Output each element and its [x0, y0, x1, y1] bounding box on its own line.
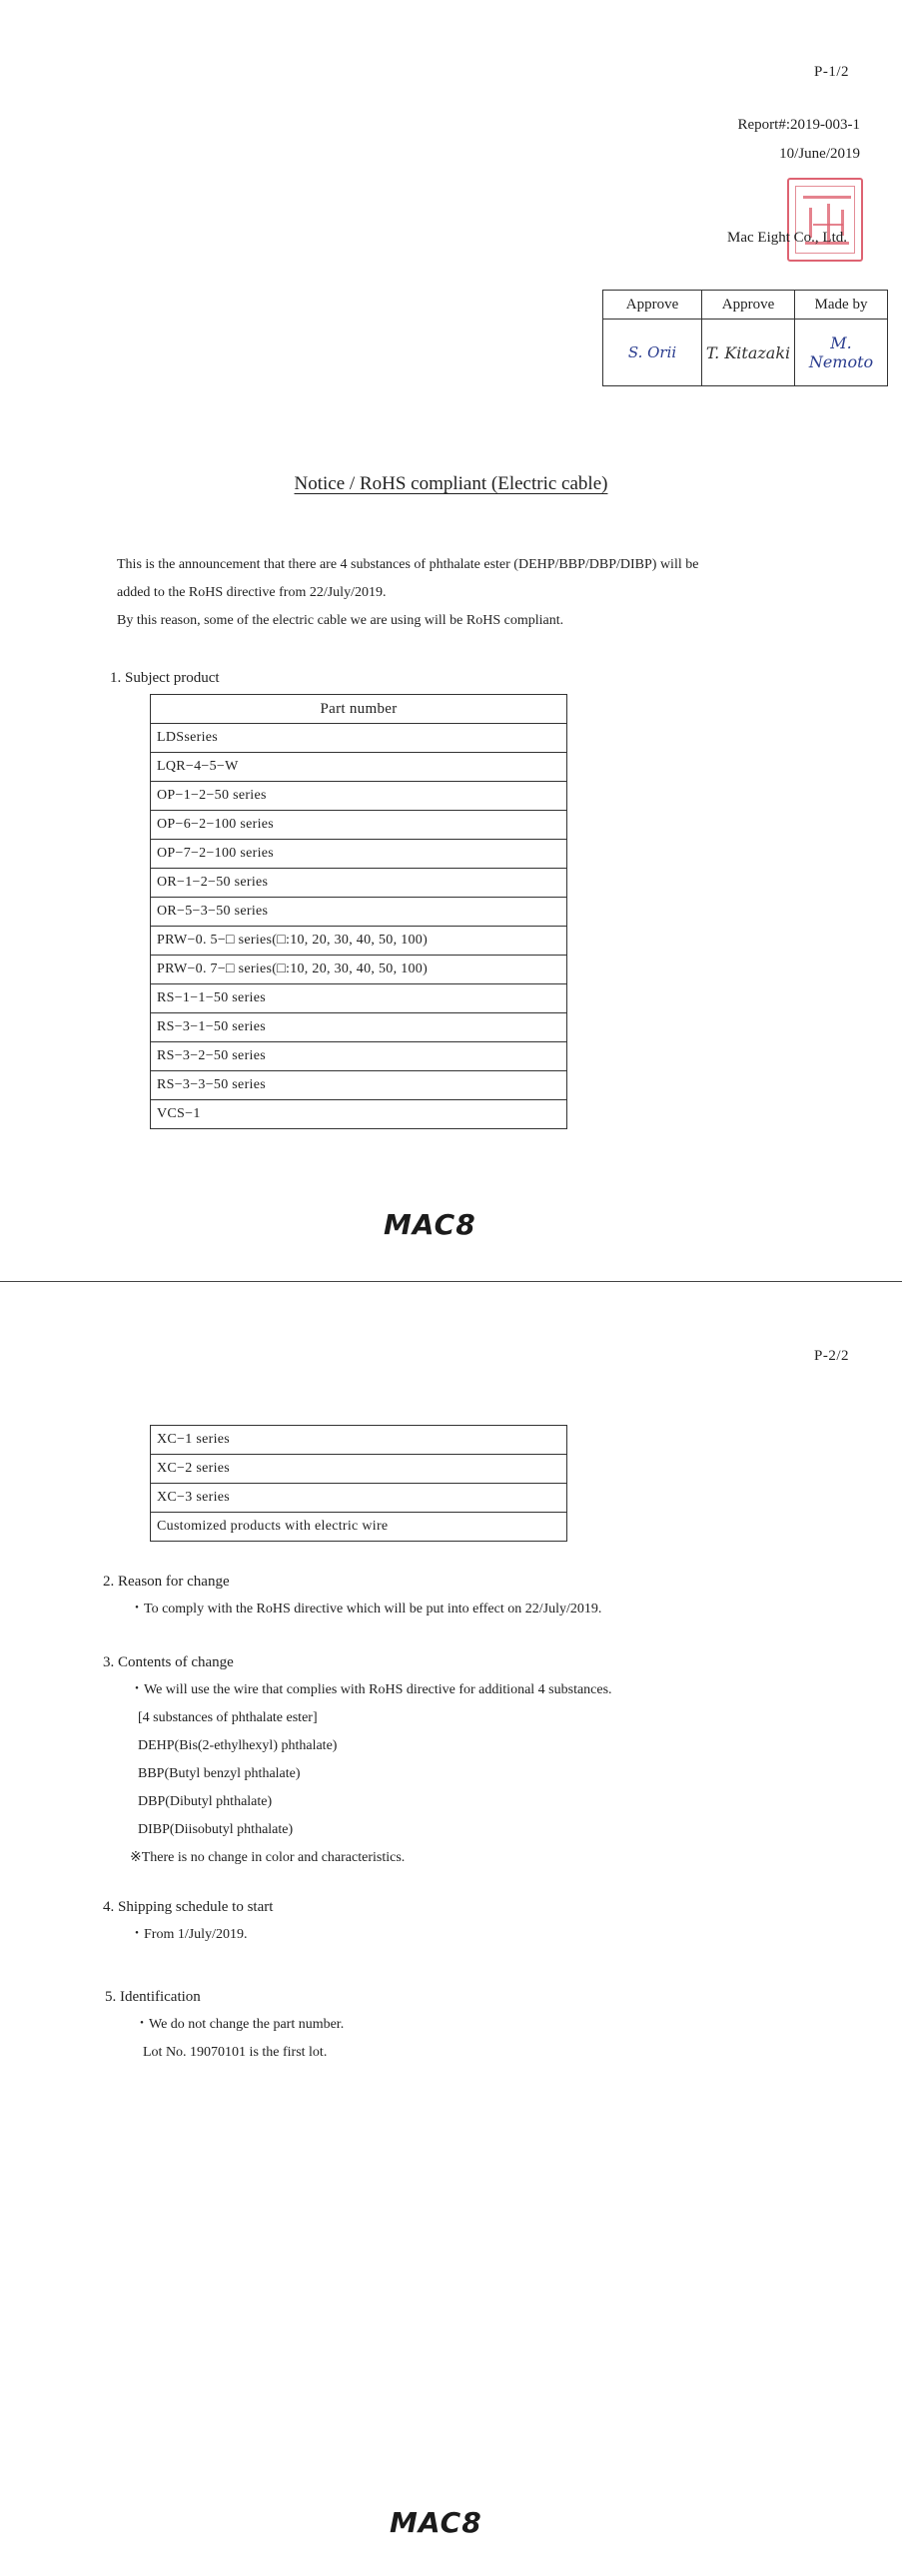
approval-header: Made by [795, 291, 888, 320]
table-row: PRW−0. 5−□ series(□:10, 20, 30, 40, 50, 100) [151, 927, 567, 956]
table-row: LDSseries [151, 724, 567, 753]
section-heading: 5. Identification [105, 1989, 201, 2005]
table-row: RS−1−1−50 series [151, 984, 567, 1013]
body-line: ・From 1/July/2019. [130, 1927, 248, 1942]
body-line: ・We will use the wire that complies with RoHS directive for additional 4 substances. [130, 1682, 612, 1697]
table-row: XC−2 series [151, 1455, 567, 1484]
document-title-text: Notice / RoHS compliant (Electric cable) [294, 473, 608, 494]
logo-text: MAC8 [390, 2506, 482, 2539]
section-heading: 4. Shipping schedule to start [103, 1899, 274, 1915]
parts-table-header: Part number [151, 695, 567, 724]
body-line: Lot No. 19070101 is the first lot. [143, 2045, 328, 2060]
document-title [0, 473, 902, 495]
table-row: RS−3−3−50 series [151, 1071, 567, 1100]
parts-table [150, 694, 567, 1129]
body-line: DBP(Dibutyl phthalate) [138, 1794, 273, 1809]
table-row: OR−1−2−50 series [151, 869, 567, 898]
signature: T. Kitazaki [702, 320, 795, 386]
table-row: XC−3 series [151, 1484, 567, 1513]
signature: S. Orii [603, 320, 702, 386]
page-divider [0, 1281, 902, 1282]
approval-header: Approve [702, 291, 795, 320]
report-date: 10/June/2019 [779, 146, 860, 162]
table-row: OP−1−2−50 series [151, 782, 567, 811]
table-row: OP−7−2−100 series [151, 840, 567, 869]
intro-line: This is the announcement that there are 4 substances of phthalate ester (DEHP/BBP/DBP/DIBP) will be [117, 557, 699, 572]
section-body [130, 1676, 612, 1872]
logo-text: MAC8 [384, 1208, 476, 1241]
table-row: VCS−1 [151, 1100, 567, 1129]
table-row: Customized products with electric wire [151, 1513, 567, 1542]
mac8-logo [390, 2506, 482, 2539]
section-heading: 3. Contents of change [103, 1654, 234, 1670]
company-name: Mac Eight Co., Ltd. [727, 230, 847, 246]
report-number: Report#:2019-003-1 [737, 117, 860, 133]
table-row: LQR−4−5−W [151, 753, 567, 782]
table-row: OP−6−2−100 series [151, 811, 567, 840]
intro-line: added to the RoHS directive from 22/July/2019. [117, 585, 387, 600]
body-line: ※There is no change in color and characteristics. [130, 1850, 406, 1865]
page-number: P-1/2 [814, 64, 850, 80]
body-line: DIBP(Diisobutyl phthalate) [138, 1822, 294, 1837]
section-heading: 2. Reason for change [103, 1574, 230, 1590]
section-body [130, 1921, 247, 1949]
approval-header: Approve [603, 291, 702, 320]
intro-line: By this reason, some of the electric cable we are using will be RoHS compliant. [117, 613, 564, 628]
section-body [130, 1596, 601, 1623]
section-body [135, 2011, 344, 2067]
table-row: RS−3−2−50 series [151, 1042, 567, 1071]
table-row: OR−5−3−50 series [151, 898, 567, 927]
body-line: ・To comply with the RoHS directive which will be put into effect on 22/July/2019. [130, 1602, 602, 1616]
body-line: DEHP(Bis(2-ethylhexyl) phthalate) [138, 1738, 338, 1753]
body-line: ・We do not change the part number. [135, 2017, 345, 2032]
parts-table-continued [150, 1425, 567, 1542]
table-row: RS−3−1−50 series [151, 1013, 567, 1042]
mac8-logo [384, 1208, 476, 1241]
table-row: PRW−0. 7−□ series(□:10, 20, 30, 40, 50, 100) [151, 956, 567, 984]
intro-paragraph [117, 551, 836, 635]
section-heading: 1. Subject product [110, 670, 220, 686]
table-row: XC−1 series [151, 1426, 567, 1455]
body-line: BBP(Butyl benzyl phthalate) [138, 1766, 301, 1781]
approval-table [602, 290, 888, 386]
page-number: P-2/2 [814, 1348, 850, 1364]
company-seal [787, 178, 863, 262]
body-line: [4 substances of phthalate ester] [138, 1710, 318, 1725]
signature: M. Nemoto [795, 320, 888, 386]
